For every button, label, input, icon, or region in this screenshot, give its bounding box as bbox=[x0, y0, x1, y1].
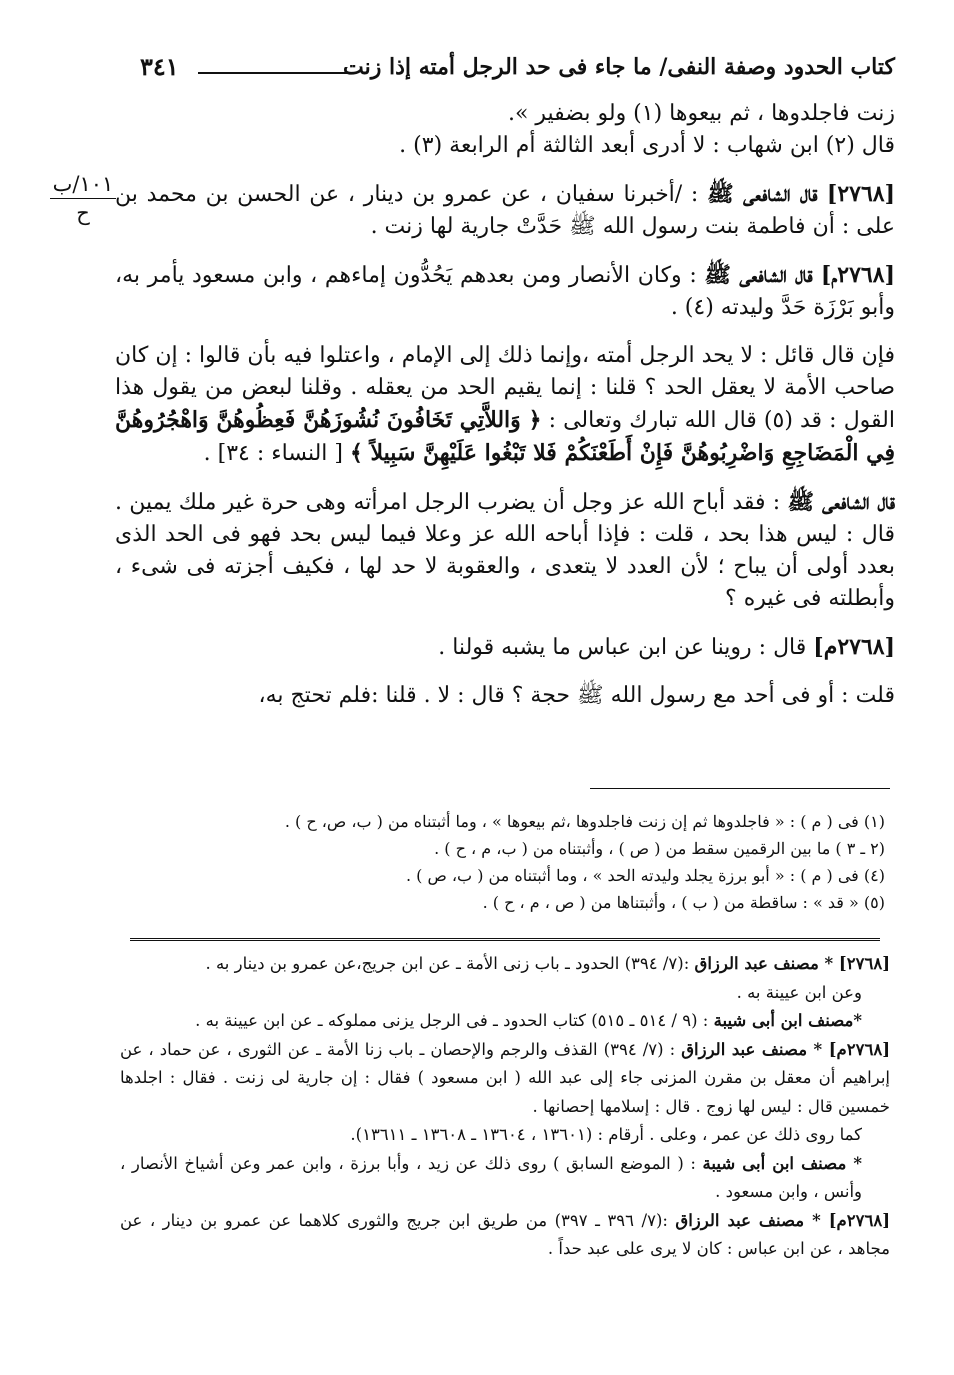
source-entry bbox=[120, 950, 890, 979]
page-number: ٣٤١ bbox=[140, 52, 179, 81]
source-entry bbox=[120, 1121, 890, 1150]
footnote-separator bbox=[590, 788, 890, 789]
paragraph-final bbox=[115, 680, 895, 712]
paragraph-2768m bbox=[115, 259, 895, 324]
paragraph-text: فإن قال قائل : لا يحد الرجل أمته ،وإنما ذلك إلى الإمام ، واعتلوا فيه بأن قالوا : إن كان صاحب الأمة لا يعقل الحد ؟ قلنا : إنما يقيم الحد من يعقله . وقلنا لبعض من يقول هذا القول : قد (٥) قال الله تبارك وتعالى : bbox=[115, 343, 895, 433]
footnote: (٢ ـ ٣ ) ما بين الرقمين سقط من ( ص ) ، وأثبتناه من ( ب، م ، ح ) . bbox=[434, 839, 885, 858]
source-lead: * مصنف ابن أبى شيبة bbox=[702, 1153, 863, 1173]
paragraph-shafii-reply bbox=[115, 486, 895, 615]
paragraph-objection bbox=[115, 340, 895, 470]
footnote: (٥) « قد » : ساقطة من ( ب ) ، وأثبتناها من ( ص ، م ، ح ) . bbox=[482, 893, 885, 912]
paragraph-lead: قال الشافعى ﷺ bbox=[787, 489, 895, 515]
source-text: كما روى ذلك عن عمر ، وعلى . أرقام : (١٣٦٠١ ، ١٣٦٠٤ ـ ١٣٦٠٨ ـ ١٣٦١١). bbox=[350, 1125, 862, 1144]
main-text bbox=[115, 98, 895, 728]
margin-siglum: ح bbox=[76, 201, 90, 225]
margin-folio: ١٠١/ب bbox=[52, 172, 114, 196]
source-text: : (٧/ ٣٩٤) القذف والرجم والإحصان ـ باب زنا الأمة ـ عن الثورى ، عن حماد ، عن إبراهيم أن معقل بن مقرن المزنى جاء إلى عبد الله ( ابن مسعود ) فقال : إن جارية لى زنت . فقال : اجلدها خمسين قال : ليس لها زوج . قال : إسلامها إحصانها . bbox=[120, 1039, 890, 1116]
footnotes bbox=[140, 808, 885, 916]
source-entry bbox=[120, 1007, 890, 1036]
source-entry bbox=[120, 1150, 890, 1207]
source-lead: [٢٧٦٨] * مصنف عبد الرزاق bbox=[694, 954, 890, 973]
paragraph-text: : وكان الأنصار ومن بعدهم يَحُدُّون إماءهم ، وابن مسعود يأمر به، وأبو بَرْزَة حَدَّ وليدته (٤) . bbox=[115, 263, 895, 320]
header-rule bbox=[198, 72, 350, 74]
sources-separator bbox=[130, 938, 880, 941]
source-lead: *مصنف ابن أبى شيبة bbox=[713, 1011, 862, 1030]
source-entry bbox=[120, 1036, 890, 1122]
source-text: : (٩ / ٥١٤ ـ ٥١٥) كتاب الحدود ـ فى الرجل يزنى مملوكه ـ عن ابن عيينة به . bbox=[195, 1011, 709, 1030]
source-lead: [٢٧٦٨م] * مصنف عبد الرزاق bbox=[675, 1210, 891, 1230]
footnote: (٤) فى ( م ) : « أبو برزة يجلد وليدته الحد » ، وما أثبتناه من ( ب، ص ) . bbox=[405, 866, 885, 885]
source-entry bbox=[120, 979, 890, 1008]
text-line: زنت فاجلدوها ، ثم بيعوها (١) ولو بضفير ». bbox=[507, 101, 895, 126]
manuscript-margin-note bbox=[50, 172, 116, 225]
paragraph-lead: [٢٧٦٨م] bbox=[813, 634, 895, 660]
paragraph-lead: [٢٧٦٨] قال الشافعى ﷺ bbox=[707, 181, 895, 207]
text-line: قال (٢) ابن شهاب : لا أدرى أبعد الثالثة أم الرابعة (٣) . bbox=[399, 133, 895, 158]
paragraph-text: قال : روينا عن ابن عباس ما يشبه قولنا . bbox=[438, 635, 807, 660]
paragraph-2768 bbox=[115, 178, 895, 243]
source-text: :(٧/ ٣٩٤) الحدود ـ باب زنى الأمة ـ عن ابن جريج،عن عمرو بن دينار به . bbox=[205, 954, 690, 973]
paragraph-lead: [٢٧٦٨م] قال الشافعى ﷺ bbox=[704, 262, 895, 288]
paragraph-text: قلت : أو فى أحد مع رسول الله ﷺ حجة ؟ قال : لا . قلنا :فلم تحتج به، bbox=[258, 683, 895, 708]
quran-verse: ﴿ وَاللاَّتِي تَخَافُونَ نُشُوزَهُنَّ فَعِظُوهُنَّ وَاهْجُرُوهُنَّ فِي الْمَضَاجِعِ وَاضْرِبُوهُنَّ فَإِنْ أَطَعْنَكُمْ فَلا تَبْغُوا عَلَيْهِنَّ سَبِيلاً ﴾ bbox=[115, 407, 895, 466]
margin-rule bbox=[50, 198, 116, 199]
source-text: :(٧/ ٣٩٦ ـ ٣٩٧) من طريق ابن جريج والثورى كلاهما عن عمرو بن دينار ، عن مجاهد ، عن ابن عباس : كان لا يرى على عبد حداً . bbox=[120, 1210, 890, 1258]
source-entry bbox=[120, 1207, 890, 1264]
running-header bbox=[140, 52, 895, 92]
source-lead: [٢٧٦٨م] * مصنف عبد الرزاق bbox=[681, 1039, 890, 1059]
source-text: : ( الموضع السابق ) روى ذلك عن زيد ، وأبا برزة ، وابن عمر وعن أشياخ الأنصار ، وأنس ، وابن مسعود . bbox=[120, 1153, 862, 1201]
verse-reference: [ النساء : ٣٤] . bbox=[203, 441, 343, 466]
paragraph-1 bbox=[115, 98, 895, 162]
source-references bbox=[120, 950, 890, 1264]
header-title: كتاب الحدود وصفة النفى/ ما جاء فى حد الرجل أمته إذا زنت bbox=[343, 54, 895, 80]
source-text: وعن ابن عيينة به . bbox=[736, 982, 862, 1002]
footnote: (١) فى ( م ) : « فاجلدوها ثم إن زنت فاجلدوها ،ثم بيعوها » ، وما أثبتناه من ( ب، ص، ح ) . bbox=[284, 812, 885, 831]
paragraph-text: : فقد أباح الله عز وجل أن يضرب الرجل امرأته وهى حرة غير ملك يمين . قال : ليس هذا بحد ، قلت : فإذا أباحه الله عز وعلا فيما ليس بحد فهو فى الحد الذى بعدد أولى أن يباح ؛ لأن العدد لا يتعدى ، والعقوبة لا حد لها ، فكيف أجزته فى شىء ، وأبطلته فى غيره ؟ bbox=[115, 490, 895, 611]
paragraph-text: : /أخبرنا سفيان ، عن عمرو بن دينار ، عن الحسن بن محمد بن على : أن فاطمة بنت رسول الله ﷺ حَدَّتْ جارية لها زنت . bbox=[115, 182, 895, 239]
paragraph-2768m-ibn-abbas bbox=[115, 631, 895, 664]
